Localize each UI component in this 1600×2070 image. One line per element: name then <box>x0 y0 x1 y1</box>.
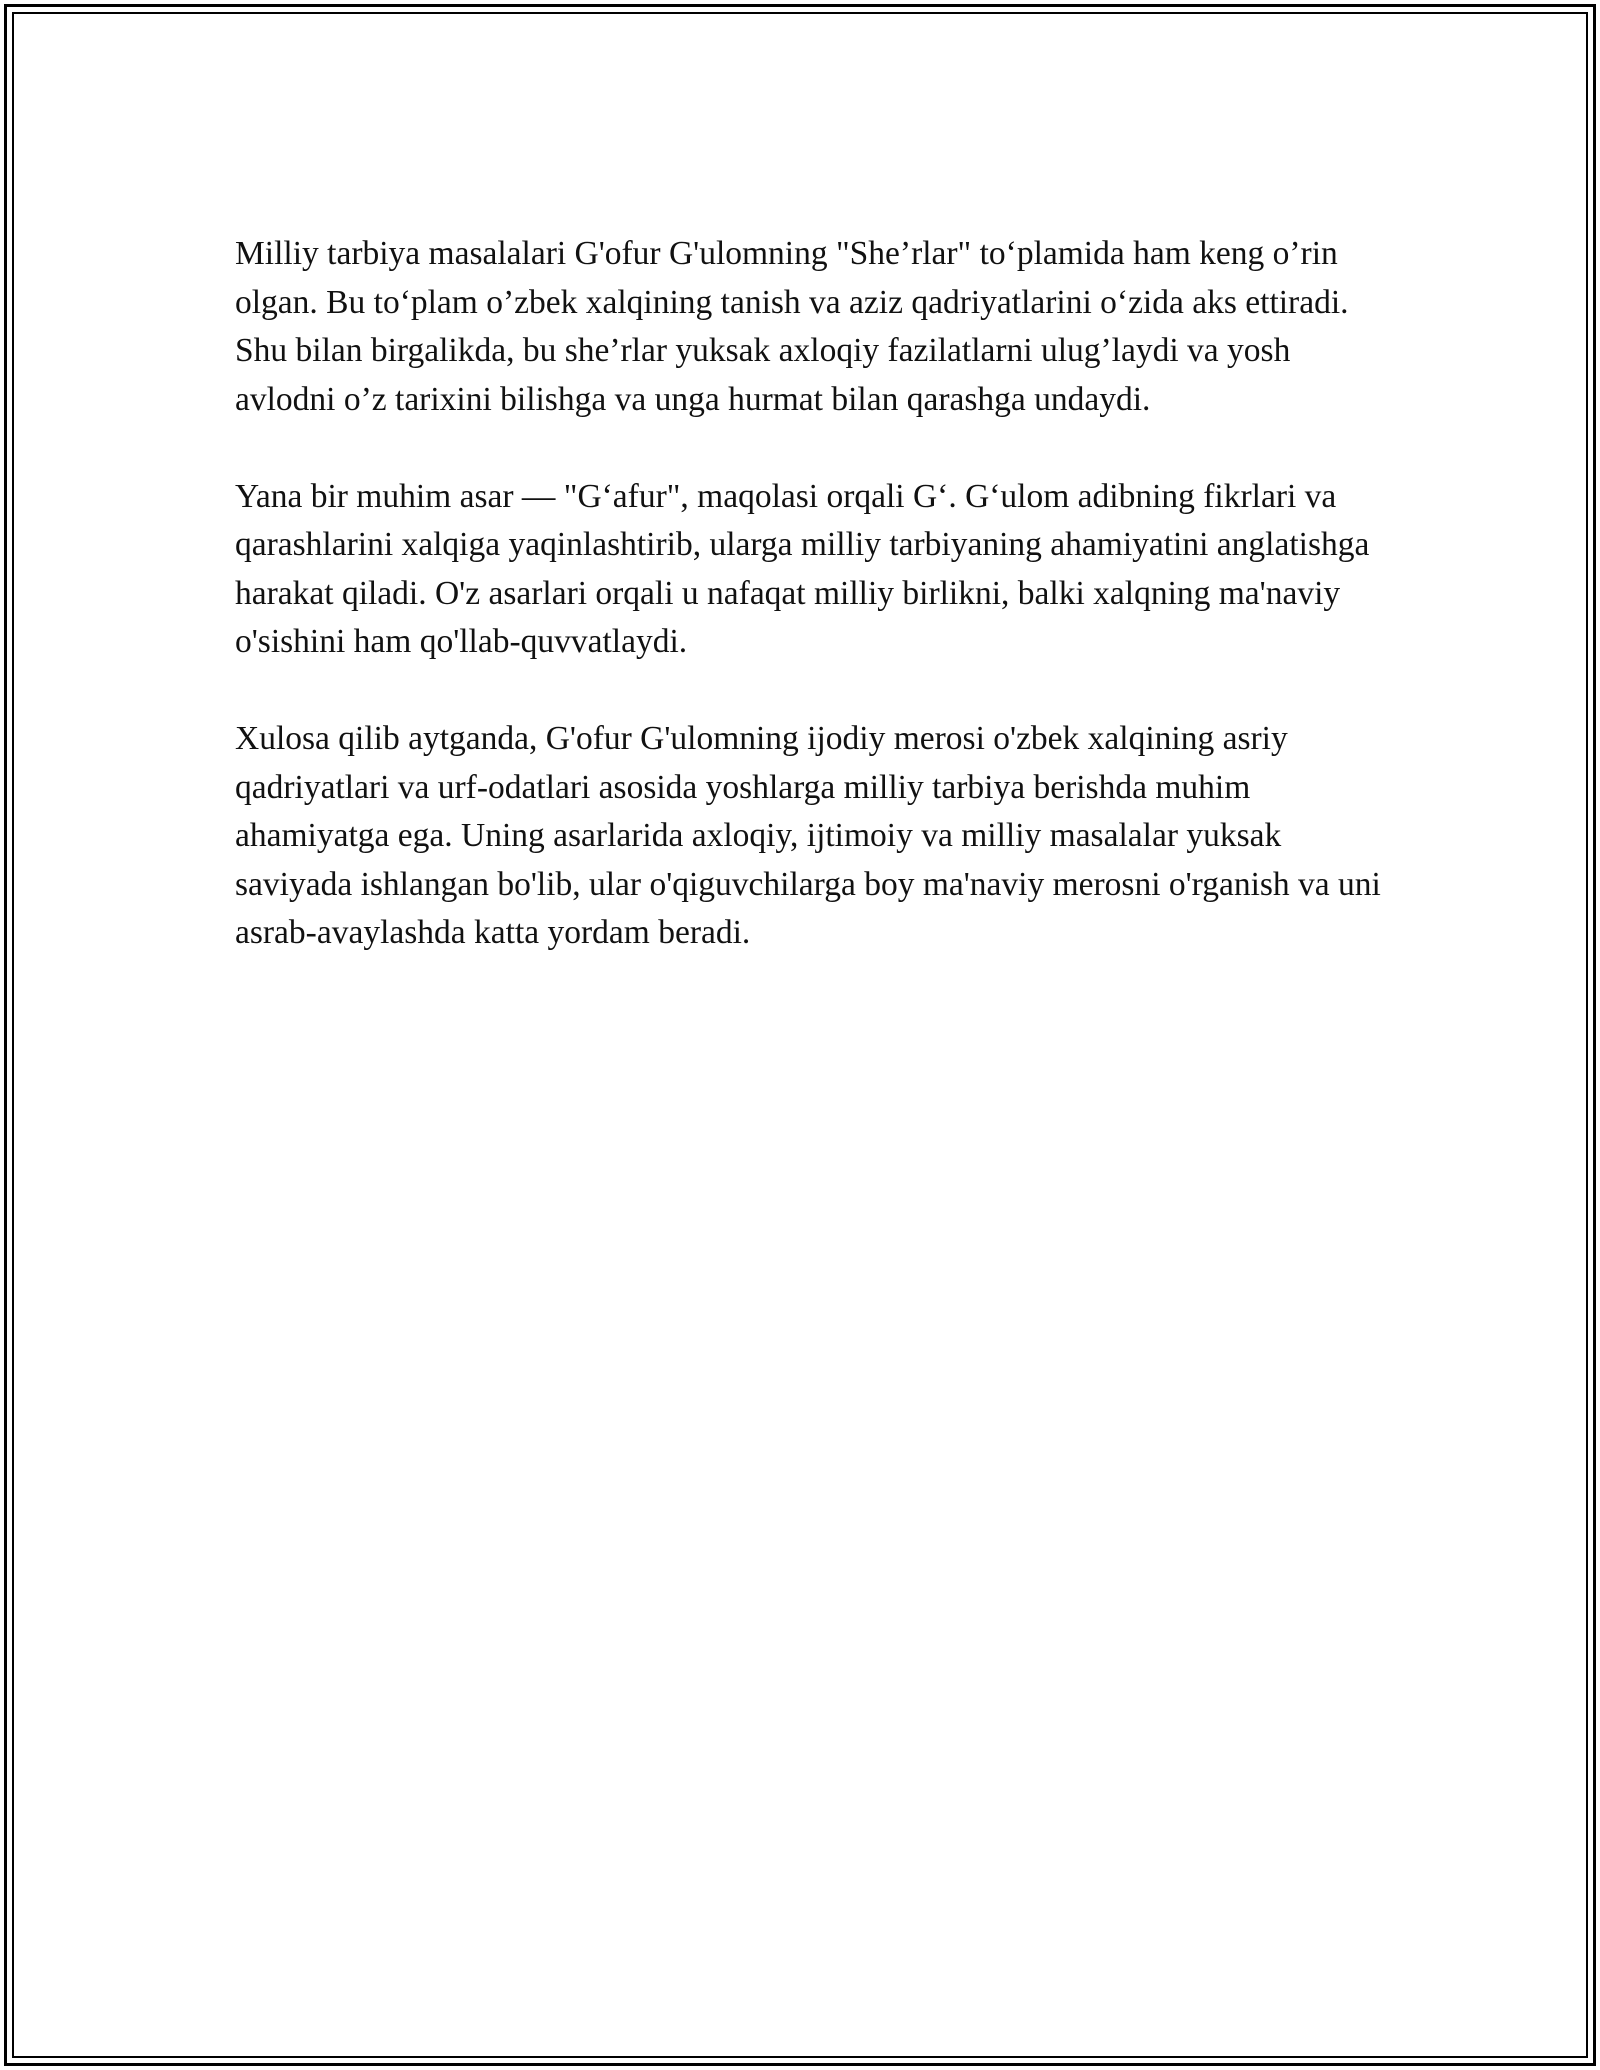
paragraph-sherlar: Milliy tarbiya masalalari G'ofur G'ulomning "She’rlar" to‘plamida ham keng o’rin olgan. Bu to‘plam o’zbek xalqining tanish va aziz qadriyatlarini o‘zida aks ettiradi. Shu bilan birgalikda, bu she’rlar yuksak axloqiy fazilatlarni ulug’laydi va yosh avlodni o’z tarixini bilishga va unga hurmat bilan qarashga undaydi. <box>235 235 1349 418</box>
document-body <box>235 230 1395 958</box>
paragraph-conclusion: Xulosa qilib aytganda, G'ofur G'ulomning ijodiy merosi o'zbek xalqining asriy qadriyatlari va urf-odatlari asosida yoshlarga milliy tarbiya berishda muhim ahamiyatga ega. Uning asarlarida axloqiy, ijtimoiy va milliy masalalar yuksak saviyada ishlangan bo'lib, ular o'qiguvchilarga boy ma'naviy merosni o'rganish va uni asrab-avaylashda katta yordam beradi. <box>235 720 1381 951</box>
paragraph-gafur: Yana bir muhim asar — "G‘afur", maqolasi orqali G‘. G‘ulom adibning fikrlari va qarashlarini xalqiga yaqinlashtirib, ularga milliy tarbiyaning ahamiyatini anglatishga harakat qiladi. O'z asarlari orqali u nafaqat milliy birlikni, balki xalqning ma'naviy o'sishini ham qo'llab-quvvatlaydi. <box>235 477 1370 660</box>
